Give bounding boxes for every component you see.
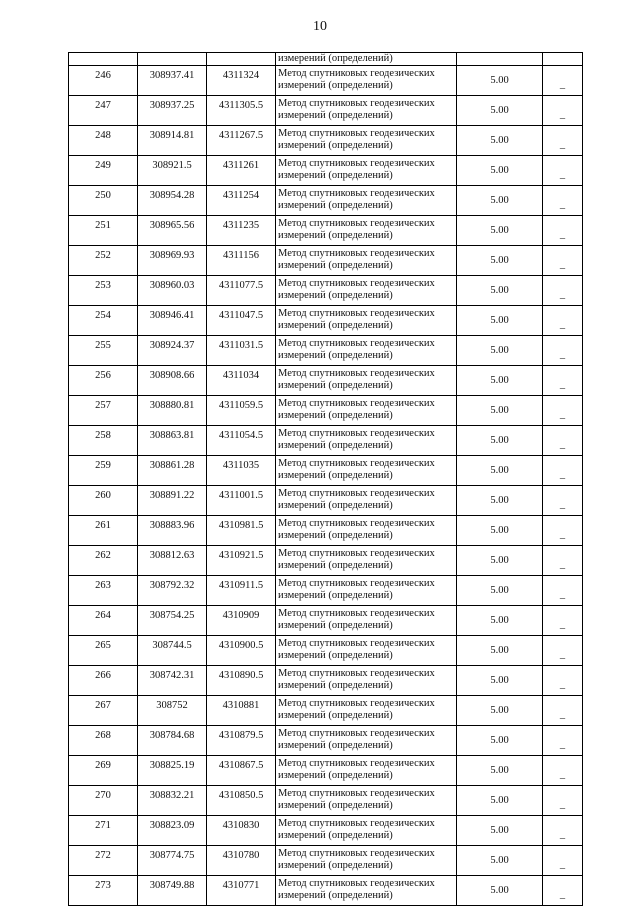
- cell-accuracy: 5.00: [457, 546, 543, 576]
- cell-x: 308823.09: [138, 816, 207, 846]
- method-line-2: измерений (определений): [278, 200, 393, 211]
- cell-method: [276, 486, 457, 516]
- method-line-2: измерений (определений): [278, 410, 393, 421]
- cell-extra: –: [543, 156, 583, 186]
- cell-method: [276, 576, 457, 606]
- cell-extra: –: [543, 546, 583, 576]
- cell-method: [276, 96, 457, 126]
- method-line-1: Метод спутниковых геодезических: [278, 338, 435, 349]
- cell-y: 4310921.5: [207, 546, 276, 576]
- table-body: [69, 53, 583, 906]
- cell-accuracy: 5.00: [457, 396, 543, 426]
- method-line-1: Метод спутниковых геодезических: [278, 218, 435, 229]
- method-line-1: Метод спутниковых геодезических: [278, 248, 435, 259]
- table-row: [69, 846, 583, 876]
- cell-num: 264: [69, 606, 138, 636]
- cell-method: [276, 216, 457, 246]
- cell-method: [276, 666, 457, 696]
- cell-y: 4310881: [207, 696, 276, 726]
- cell-num: 255: [69, 336, 138, 366]
- cell-x: 308861.28: [138, 456, 207, 486]
- cell-accuracy: 5.00: [457, 636, 543, 666]
- cell-accuracy: 5.00: [457, 96, 543, 126]
- cell-y: 4310771: [207, 876, 276, 906]
- cell-accuracy: 5.00: [457, 336, 543, 366]
- cell-y: 4310890.5: [207, 666, 276, 696]
- cell-num: 267: [69, 696, 138, 726]
- cell-num: [69, 53, 138, 66]
- cell-accuracy: 5.00: [457, 816, 543, 846]
- method-line-2: измерений (определений): [278, 800, 393, 811]
- cell-num: 269: [69, 756, 138, 786]
- method-line-2: измерений (определений): [278, 620, 393, 631]
- method-line-2: измерений (определений): [278, 380, 393, 391]
- cell-extra: –: [543, 756, 583, 786]
- cell-method: [276, 66, 457, 96]
- cell-method: [276, 726, 457, 756]
- table-row: [69, 546, 583, 576]
- cell-y: 4310879.5: [207, 726, 276, 756]
- cell-accuracy: 5.00: [457, 246, 543, 276]
- cell-extra: –: [543, 786, 583, 816]
- table-row: [69, 426, 583, 456]
- cell-extra: –: [543, 726, 583, 756]
- cell-num: 263: [69, 576, 138, 606]
- cell-method: [276, 246, 457, 276]
- cell-num: 254: [69, 306, 138, 336]
- cell-y: 4311054.5: [207, 426, 276, 456]
- cell-x: 308754.25: [138, 606, 207, 636]
- method-line-2: измерений (определений): [278, 650, 393, 661]
- cell-x: 308784.68: [138, 726, 207, 756]
- cell-extra: –: [543, 426, 583, 456]
- method-line-1: Метод спутниковых геодезических: [278, 848, 435, 859]
- cell-x: 308946.41: [138, 306, 207, 336]
- cell-x: 308937.25: [138, 96, 207, 126]
- cell-num: 259: [69, 456, 138, 486]
- cell-accuracy: 5.00: [457, 576, 543, 606]
- cell-num: 249: [69, 156, 138, 186]
- cell-extra: –: [543, 216, 583, 246]
- cell-method: [276, 546, 457, 576]
- table-row: [69, 366, 583, 396]
- cell-num: 251: [69, 216, 138, 246]
- cell-method: [276, 786, 457, 816]
- cell-x: 308921.5: [138, 156, 207, 186]
- cell-accuracy: 5.00: [457, 456, 543, 486]
- cell-accuracy: 5.00: [457, 156, 543, 186]
- method-line-2: измерений (определений): [278, 710, 393, 721]
- cell-y: 4311031.5: [207, 336, 276, 366]
- method-line-1: Метод спутниковых геодезических: [278, 368, 435, 379]
- method-line-2: измерений (определений): [278, 170, 393, 181]
- cell-method: [276, 816, 457, 846]
- method-line-2: измерений (определений): [278, 440, 393, 451]
- method-line-1: Метод спутниковых геодезических: [278, 428, 435, 439]
- cell-x: 308812.63: [138, 546, 207, 576]
- method-line-2: измерений (определений): [278, 230, 393, 241]
- cell-y: 4311261: [207, 156, 276, 186]
- cell-accuracy: [457, 53, 543, 66]
- cell-method: [276, 156, 457, 186]
- cell-y: 4310909: [207, 606, 276, 636]
- method-line-2: измерений (определений): [278, 740, 393, 751]
- cell-extra: –: [543, 696, 583, 726]
- cell-x: 308937.41: [138, 66, 207, 96]
- cell-extra: –: [543, 846, 583, 876]
- cell-extra: –: [543, 816, 583, 846]
- cell-extra: –: [543, 396, 583, 426]
- method-line-1: Метод спутниковых геодезических: [278, 188, 435, 199]
- cell-accuracy: 5.00: [457, 126, 543, 156]
- cell-accuracy: 5.00: [457, 606, 543, 636]
- cell-y: 4310900.5: [207, 636, 276, 666]
- method-line-1: Метод спутниковых геодезических: [278, 758, 435, 769]
- method-line-1: Метод спутниковых геодезических: [278, 878, 435, 889]
- cell-num: 266: [69, 666, 138, 696]
- method-line-2: измерений (определений): [278, 140, 393, 151]
- cell-y: 4310867.5: [207, 756, 276, 786]
- cell-x: 308744.5: [138, 636, 207, 666]
- cell-x: 308749.88: [138, 876, 207, 906]
- cell-method: [276, 336, 457, 366]
- table-row: [69, 486, 583, 516]
- table-row: [69, 816, 583, 846]
- cell-method: [276, 696, 457, 726]
- cell-extra: –: [543, 636, 583, 666]
- cell-x: 308969.93: [138, 246, 207, 276]
- cell-num: 253: [69, 276, 138, 306]
- cell-x: 308774.75: [138, 846, 207, 876]
- cell-extra: –: [543, 336, 583, 366]
- cell-y: 4311235: [207, 216, 276, 246]
- method-line-2: измерений (определений): [278, 590, 393, 601]
- cell-num: 272: [69, 846, 138, 876]
- cell-extra: –: [543, 486, 583, 516]
- cell-x: 308883.96: [138, 516, 207, 546]
- cell-num: 256: [69, 366, 138, 396]
- cell-x: 308960.03: [138, 276, 207, 306]
- cell-x: 308908.66: [138, 366, 207, 396]
- cell-method: [276, 366, 457, 396]
- table-row: [69, 246, 583, 276]
- cell-extra: –: [543, 576, 583, 606]
- cell-method: [276, 846, 457, 876]
- method-line-2: измерений (определений): [278, 500, 393, 511]
- cell-y: 4310981.5: [207, 516, 276, 546]
- cell-y: 4311156: [207, 246, 276, 276]
- cell-method: [276, 276, 457, 306]
- method-line-2: измерений (определений): [278, 110, 393, 121]
- cell-num: 268: [69, 726, 138, 756]
- method-line-1: Метод спутниковых геодезических: [278, 488, 435, 499]
- cell-accuracy: 5.00: [457, 276, 543, 306]
- cell-extra: –: [543, 666, 583, 696]
- method-line-1: Метод спутниковых геодезических: [278, 308, 435, 319]
- cell-method: [276, 516, 457, 546]
- method-line-2: измерений (определений): [278, 470, 393, 481]
- cell-num: 273: [69, 876, 138, 906]
- table-row: [69, 576, 583, 606]
- table-row: [69, 216, 583, 246]
- cell-x: 308891.22: [138, 486, 207, 516]
- cell-num: 247: [69, 96, 138, 126]
- cell-extra: –: [543, 96, 583, 126]
- cell-accuracy: 5.00: [457, 756, 543, 786]
- cell-method: [276, 126, 457, 156]
- cell-extra: –: [543, 306, 583, 336]
- cell-extra: –: [543, 366, 583, 396]
- page-number: 10: [313, 19, 327, 34]
- cell-x: 308742.31: [138, 666, 207, 696]
- table-row: [69, 756, 583, 786]
- cell-accuracy: 5.00: [457, 366, 543, 396]
- cell-method: [276, 876, 457, 906]
- cell-extra: –: [543, 276, 583, 306]
- cell-extra: –: [543, 516, 583, 546]
- cell-num: 262: [69, 546, 138, 576]
- cell-accuracy: 5.00: [457, 516, 543, 546]
- cell-y: 4311267.5: [207, 126, 276, 156]
- method-line-2: измерений (определений): [278, 770, 393, 781]
- table-row: [69, 156, 583, 186]
- cell-num: 271: [69, 816, 138, 846]
- cell-num: 258: [69, 426, 138, 456]
- cell-method: [276, 456, 457, 486]
- table-row: [69, 726, 583, 756]
- method-line-1: Метод спутниковых геодезических: [278, 668, 435, 679]
- cell-y: 4310911.5: [207, 576, 276, 606]
- coordinates-table: [68, 52, 583, 906]
- cell-extra: –: [543, 66, 583, 96]
- cell-y: 4311305.5: [207, 96, 276, 126]
- method-line-1: Метод спутниковых геодезических: [278, 98, 435, 109]
- cell-num: 257: [69, 396, 138, 426]
- cell-x: 308965.56: [138, 216, 207, 246]
- cell-accuracy: 5.00: [457, 186, 543, 216]
- method-line-2: измерений (определений): [278, 80, 393, 91]
- cell-y: 4310850.5: [207, 786, 276, 816]
- cell-extra: –: [543, 606, 583, 636]
- method-line-1: Метод спутниковых геодезических: [278, 728, 435, 739]
- cell-method: [276, 306, 457, 336]
- table-row-continuation: [69, 53, 583, 66]
- method-line-1: Метод спутниковых геодезических: [278, 788, 435, 799]
- cell-method: [276, 606, 457, 636]
- cell-accuracy: 5.00: [457, 306, 543, 336]
- method-line-1: Метод спутниковых геодезических: [278, 638, 435, 649]
- table-row: [69, 336, 583, 366]
- cell-x: 308954.28: [138, 186, 207, 216]
- method-line-1: Метод спутниковых геодезических: [278, 68, 435, 79]
- cell-accuracy: 5.00: [457, 66, 543, 96]
- table-row: [69, 306, 583, 336]
- cell-method-tail: измерений (определений): [276, 53, 457, 66]
- cell-x: 308914.81: [138, 126, 207, 156]
- method-line-1: Метод спутниковых геодезических: [278, 398, 435, 409]
- cell-x: 308863.81: [138, 426, 207, 456]
- method-line-2: измерений (определений): [278, 680, 393, 691]
- cell-y: 4310830: [207, 816, 276, 846]
- cell-extra: –: [543, 246, 583, 276]
- table-row: [69, 876, 583, 906]
- cell-y: 4311077.5: [207, 276, 276, 306]
- cell-accuracy: 5.00: [457, 846, 543, 876]
- cell-y: 4311047.5: [207, 306, 276, 336]
- cell-y: 4311035: [207, 456, 276, 486]
- cell-method: [276, 636, 457, 666]
- cell-accuracy: 5.00: [457, 786, 543, 816]
- table-row: [69, 66, 583, 96]
- method-line-1: Метод спутниковых геодезических: [278, 608, 435, 619]
- cell-accuracy: 5.00: [457, 666, 543, 696]
- cell-extra: [543, 53, 583, 66]
- cell-num: 248: [69, 126, 138, 156]
- cell-y: 4311324: [207, 66, 276, 96]
- cell-y: 4311254: [207, 186, 276, 216]
- method-line-2: измерений (определений): [278, 290, 393, 301]
- cell-extra: –: [543, 456, 583, 486]
- cell-extra: –: [543, 876, 583, 906]
- method-line-2: измерений (определений): [278, 860, 393, 871]
- cell-accuracy: 5.00: [457, 726, 543, 756]
- method-line-2: измерений (определений): [278, 530, 393, 541]
- table-row: [69, 276, 583, 306]
- cell-accuracy: 5.00: [457, 216, 543, 246]
- cell-x: [138, 53, 207, 66]
- cell-y: 4311059.5: [207, 396, 276, 426]
- cell-accuracy: 5.00: [457, 876, 543, 906]
- table-row: [69, 96, 583, 126]
- method-line-2: измерений (определений): [278, 830, 393, 841]
- method-line-1: Метод спутниковых геодезических: [278, 698, 435, 709]
- cell-num: 265: [69, 636, 138, 666]
- method-line-1: Метод спутниковых геодезических: [278, 128, 435, 139]
- table-row: [69, 126, 583, 156]
- table-row: [69, 186, 583, 216]
- method-line-2: измерений (определений): [278, 890, 393, 901]
- table-row: [69, 786, 583, 816]
- table-row: [69, 666, 583, 696]
- method-line-2: измерений (определений): [278, 350, 393, 361]
- table-row: [69, 396, 583, 426]
- method-line-1: Метод спутниковых геодезических: [278, 548, 435, 559]
- cell-x: 308832.21: [138, 786, 207, 816]
- cell-y: 4311001.5: [207, 486, 276, 516]
- method-line-1: Метод спутниковых геодезических: [278, 578, 435, 589]
- table-row: [69, 606, 583, 636]
- cell-num: 246: [69, 66, 138, 96]
- cell-method: [276, 186, 457, 216]
- cell-num: 270: [69, 786, 138, 816]
- method-line-1: Метод спутниковых геодезических: [278, 458, 435, 469]
- cell-x: 308825.19: [138, 756, 207, 786]
- cell-x: 308924.37: [138, 336, 207, 366]
- table-row: [69, 696, 583, 726]
- cell-accuracy: 5.00: [457, 696, 543, 726]
- cell-y: 4311034: [207, 366, 276, 396]
- method-line-1: Метод спутниковых геодезических: [278, 278, 435, 289]
- cell-num: 261: [69, 516, 138, 546]
- table-row: [69, 516, 583, 546]
- table-row: [69, 456, 583, 486]
- cell-x: 308880.81: [138, 396, 207, 426]
- cell-x: 308792.32: [138, 576, 207, 606]
- cell-method: [276, 426, 457, 456]
- cell-y: [207, 53, 276, 66]
- cell-extra: –: [543, 126, 583, 156]
- method-line-2: измерений (определений): [278, 560, 393, 571]
- cell-accuracy: 5.00: [457, 426, 543, 456]
- table-row: [69, 636, 583, 666]
- cell-num: 250: [69, 186, 138, 216]
- method-line-1: Метод спутниковых геодезических: [278, 518, 435, 529]
- cell-extra: –: [543, 186, 583, 216]
- cell-x: 308752: [138, 696, 207, 726]
- cell-num: 252: [69, 246, 138, 276]
- method-line-2: измерений (определений): [278, 260, 393, 271]
- cell-method: [276, 396, 457, 426]
- cell-method: [276, 756, 457, 786]
- cell-accuracy: 5.00: [457, 486, 543, 516]
- method-line-2: измерений (определений): [278, 320, 393, 331]
- method-line-1: Метод спутниковых геодезических: [278, 158, 435, 169]
- cell-y: 4310780: [207, 846, 276, 876]
- cell-num: 260: [69, 486, 138, 516]
- method-line-1: Метод спутниковых геодезических: [278, 818, 435, 829]
